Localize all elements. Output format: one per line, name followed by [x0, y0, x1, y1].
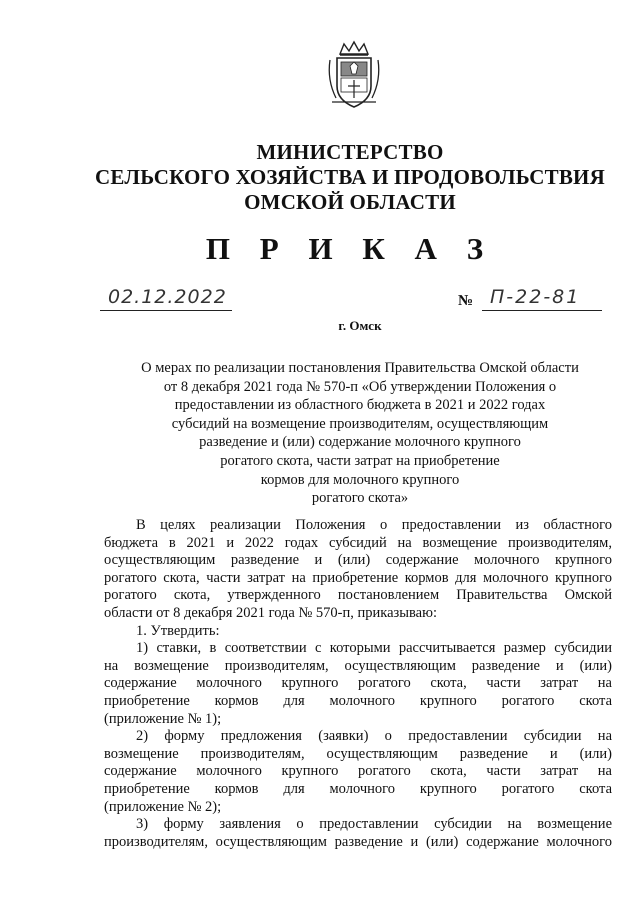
body-line: рогатого скота, утвержденного постановлением Правительства Омской	[104, 587, 612, 604]
body-line: бюджета в 2021 и 2022 годах субсидий на возмещение производителям,	[104, 534, 612, 551]
body-line: рогатого скота, части затрат на приобретение кормов для молочного крупного	[104, 569, 612, 586]
order-subject	[100, 359, 620, 508]
subject-line: кормов для молочного крупного	[260, 471, 460, 488]
body-line: 1) ставки, в соответствии с которыми рассчитывается размер субсидии	[136, 640, 612, 657]
document-type-title: П Р И К А З	[205, 231, 495, 266]
number-value: П-22-81	[490, 286, 581, 308]
body-line: производителям, осуществляющим разведение и (или) содержание молочного	[104, 833, 612, 850]
body-line: приобретение кормов для молочного крупного рогатого скота	[104, 692, 612, 709]
ministry-line: СЕЛЬСКОГО ХОЗЯЙСТВА И ПРОДОВОЛЬСТВИЯ	[95, 165, 605, 189]
subject-line: субсидий на возмещение производителям, осуществляющим	[171, 415, 549, 432]
number-sign: №	[458, 293, 474, 309]
body-line: 3) форму заявления о предоставлении субсидии на возмещение	[136, 816, 612, 833]
body-line: возмещение производителям, осуществляющим разведение и (или)	[104, 745, 612, 762]
body-line: области от 8 декабря 2021 года № 570-п, приказываю:	[104, 604, 437, 621]
body-line: В целях реализации Положения о предоставлении из областного	[136, 517, 612, 533]
body-line: осуществляющим разведение и (или) содержание молочного крупного	[104, 552, 612, 569]
body-line: 2) форму предложения (заявки) о предоставлении субсидии на	[136, 728, 612, 745]
order-body	[104, 517, 612, 851]
subject-line: О мерах по реализации постановления Правительства Омской области	[141, 360, 579, 376]
ministry-name	[90, 140, 610, 215]
subject-line: от 8 декабря 2021 года № 570-п «Об утверждении Положения о	[163, 378, 557, 395]
body-line: на возмещение производителям, осуществляющим разведение и (или)	[104, 657, 612, 674]
body-line: 1. Утвердить:	[136, 622, 220, 639]
number-field	[482, 288, 602, 311]
body-line: содержание молочного крупного рогатого скота, части затрат на	[104, 675, 612, 692]
subject-line: разведение и (или) содержание молочного крупного	[199, 434, 521, 451]
city-label: г. Омск	[338, 318, 382, 333]
body-line: приобретение кормов для молочного крупного рогатого скота	[104, 780, 612, 797]
body-line: содержание молочного крупного рогатого скота, части затрат на	[104, 763, 612, 780]
ministry-line: ОМСКОЙ ОБЛАСТИ	[244, 190, 456, 214]
subject-line: рогатого скота, части затрат на приобретение	[220, 452, 500, 469]
body-line: (приложение № 1);	[104, 710, 222, 727]
coat-of-arms-emblem	[326, 40, 382, 110]
subject-line: рогатого скота»	[311, 490, 409, 507]
date-value: 02.12.2022	[108, 286, 227, 308]
date-field	[100, 288, 232, 311]
ministry-line: МИНИСТЕРСТВО	[256, 140, 444, 164]
body-line: (приложение № 2);	[104, 798, 222, 815]
subject-line: предоставлении из областного бюджета в 2021 и 2022 годах	[174, 397, 546, 414]
